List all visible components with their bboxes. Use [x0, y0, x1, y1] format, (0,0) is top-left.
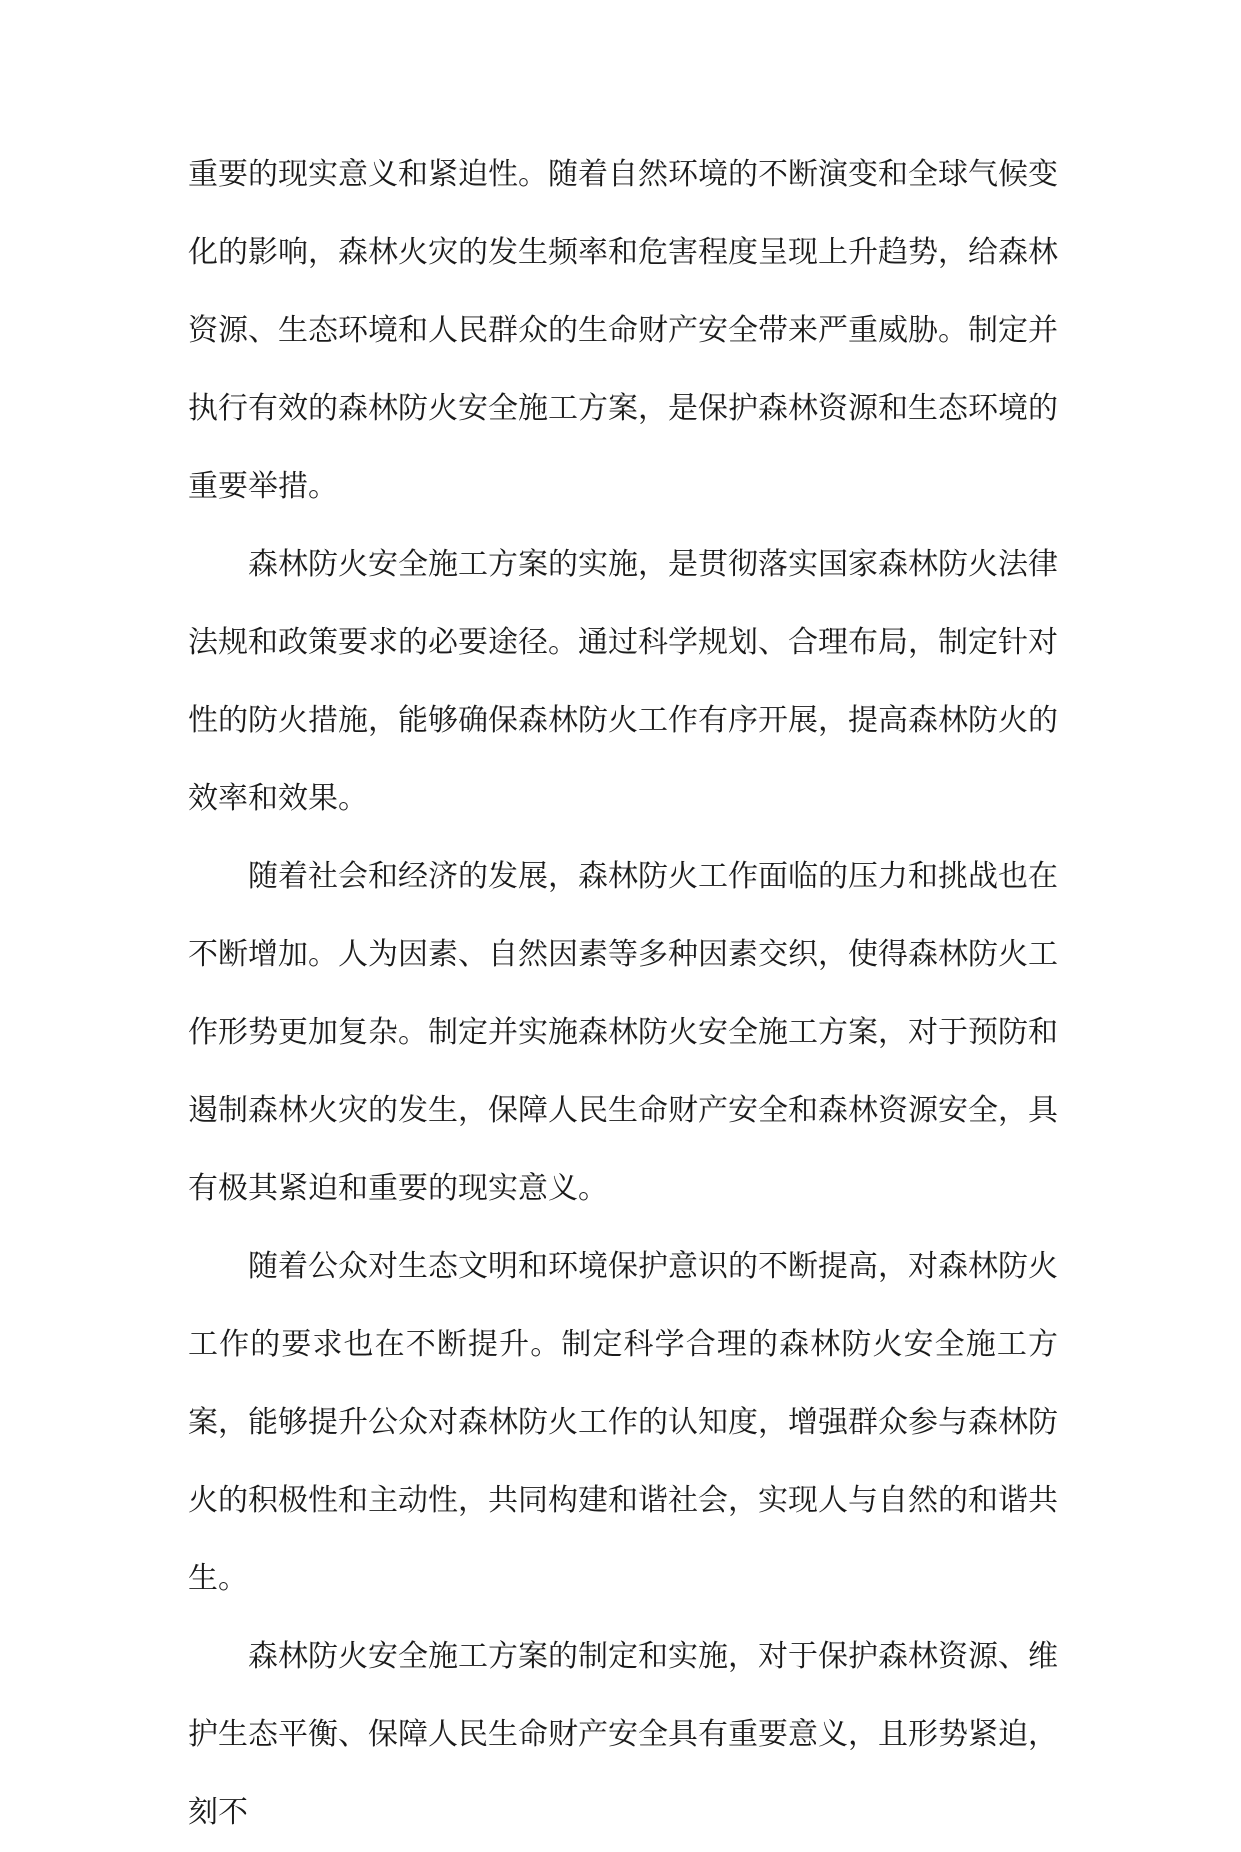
paragraph-conclusion: 森林防火安全施工方案的制定和实施，对于保护森林资源、维护生态平衡、保障人民生命财产安全具有重要意义，且形势紧迫，刻不: [188, 1639, 1058, 1830]
paragraph-implementation: 森林防火安全施工方案的实施，是贯彻落实国家森林防火法律法规和政策要求的必要途径。通过科学规划、合理布局，制定针对性的防火措施，能够确保森林防火工作有序开展，提高森林防火的效率和效果。: [188, 547, 1058, 816]
paragraph-social-development: 随着社会和经济的发展，森林防火工作面临的压力和挑战也在不断增加。人为因素、自然因素等多种因素交织，使得森林防火工作形势更加复杂。制定并实施森林防火安全施工方案，对于预防和遏制森林火灾的发生，保障人民生命财产安全和森林资源安全，具有极其紧迫和重要的现实意义。: [188, 859, 1058, 1206]
paragraph-continued: 重要的现实意义和紧迫性。随着自然环境的不断演变和全球气候变化的影响，森林火灾的发生频率和危害程度呈现上升趋势，给森林资源、生态环境和人民群众的生命财产安全带来严重威胁。制定并执行有效的森林防火安全施工方案，是保护森林资源和生态环境的重要举措。: [188, 157, 1058, 504]
paragraph-public-awareness: 随着公众对生态文明和环境保护意识的不断提高，对森林防火工作的要求也在不断提升。制定科学合理的森林防火安全施工方案，能够提升公众对森林防火工作的认知度，增强群众参与森林防火的积极性和主动性，共同构建和谐社会，实现人与自然的和谐共生。: [188, 1249, 1058, 1596]
body-text: [188, 136, 1058, 1852]
